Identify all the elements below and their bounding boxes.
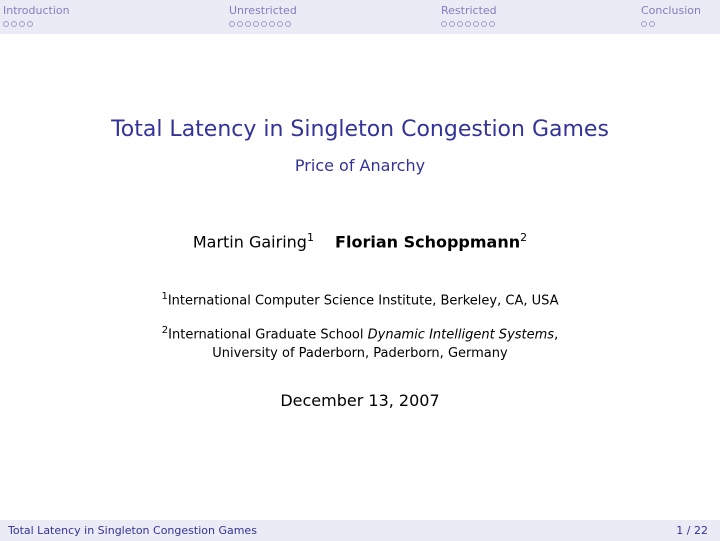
slide-dot-icon[interactable] (473, 21, 479, 27)
nav-dots (641, 21, 701, 27)
author-name: Florian Schoppmann (335, 232, 521, 252)
institution-text: International Graduate School (168, 327, 368, 343)
nav-dots (229, 21, 297, 27)
slide-dot-icon[interactable] (3, 21, 9, 27)
slide-dot-icon[interactable] (277, 21, 283, 27)
slide-dot-icon[interactable] (465, 21, 471, 27)
slide-dot-icon[interactable] (19, 21, 25, 27)
navigation-bar (0, 0, 720, 34)
slide-dot-icon[interactable] (269, 21, 275, 27)
affiliation-mark: 2 (520, 231, 528, 244)
nav-dots (3, 21, 70, 27)
institution-1 (0, 287, 720, 310)
nav-section-restricted[interactable] (441, 4, 497, 27)
institution-mark: 2 (161, 325, 169, 336)
slide-dot-icon[interactable] (649, 21, 655, 27)
institution-text: International Computer Science Institute, Berkeley, CA, USA (167, 293, 559, 309)
slide-dot-icon[interactable] (285, 21, 291, 27)
page-number: 1 / 22 (676, 524, 708, 537)
nav-section-conclusion[interactable] (641, 4, 701, 27)
nav-section-introduction[interactable] (3, 4, 70, 27)
nav-section-label[interactable]: Conclusion (641, 4, 701, 17)
slide-dot-icon[interactable] (253, 21, 259, 27)
affiliation-mark: 1 (306, 231, 314, 244)
footer-bar (0, 520, 720, 541)
slide-subtitle: Price of Anarchy (294, 156, 426, 175)
slide-dot-icon[interactable] (261, 21, 267, 27)
nav-section-label[interactable]: Restricted (441, 4, 497, 17)
slide-dot-icon[interactable] (449, 21, 455, 27)
institution-2 (0, 321, 720, 363)
nav-section-label[interactable]: Introduction (3, 4, 70, 17)
slide-dot-icon[interactable] (237, 21, 243, 27)
author-schoppmann (335, 231, 527, 251)
slide-dot-icon[interactable] (27, 21, 33, 27)
institution-line-2: University of Paderborn, Paderborn, Germany (212, 346, 508, 362)
slide-dot-icon[interactable] (245, 21, 251, 27)
presentation-date: December 13, 2007 (280, 391, 440, 410)
institution-mark: 1 (161, 291, 168, 302)
slide-dot-icon[interactable] (457, 21, 463, 27)
institution-program: Dynamic Intelligent Systems (367, 327, 555, 343)
slide-dot-icon[interactable] (11, 21, 17, 27)
slide-dot-icon[interactable] (481, 21, 487, 27)
slide-dot-icon[interactable] (641, 21, 647, 27)
slide-dot-icon[interactable] (229, 21, 235, 27)
footer-title[interactable]: Total Latency in Singleton Congestion Games (8, 524, 257, 537)
slide-title: Total Latency in Singleton Congestion Games (111, 117, 609, 142)
author-gairing (193, 231, 314, 251)
slide-dot-icon[interactable] (489, 21, 495, 27)
institution-punct: , (554, 327, 559, 343)
slide-dot-icon[interactable] (441, 21, 447, 27)
institution-line-1 (0, 321, 720, 344)
author-name: Martin Gairing (192, 232, 307, 252)
nav-section-label[interactable]: Unrestricted (229, 4, 297, 17)
nav-section-unrestricted[interactable] (229, 4, 297, 27)
nav-dots (441, 21, 497, 27)
author-list (0, 231, 720, 251)
